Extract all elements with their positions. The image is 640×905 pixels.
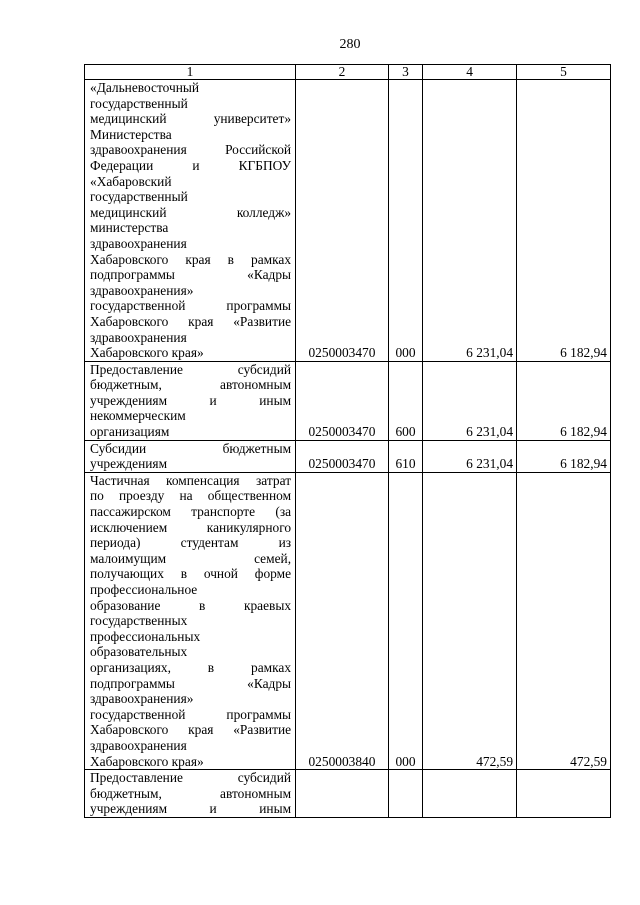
description-line: «Дальневосточный bbox=[90, 80, 200, 95]
row-expense-type: 610 bbox=[388, 440, 422, 472]
row-expense-type: 000 bbox=[388, 472, 422, 769]
description-line: малоимущим семей, bbox=[90, 550, 292, 566]
description-line: государственной программы bbox=[90, 298, 292, 314]
row-value-col4: 6 231,04 bbox=[423, 80, 517, 362]
description-line: здравоохранения bbox=[90, 329, 187, 345]
row-description bbox=[85, 440, 296, 472]
description-line: Министерства bbox=[90, 126, 172, 142]
header-col-3: 3 bbox=[388, 65, 422, 80]
header-col-1: 1 bbox=[85, 65, 296, 80]
description-line: Частичная компенсация затрат bbox=[90, 472, 292, 488]
table-row bbox=[85, 361, 611, 440]
table-row bbox=[85, 440, 611, 472]
header-col-5: 5 bbox=[517, 65, 611, 80]
page-number: 280 bbox=[339, 37, 361, 52]
description-line: образование в краевых bbox=[90, 597, 292, 613]
row-value-col5: 6 182,94 bbox=[517, 440, 611, 472]
row-value-col5: 6 182,94 bbox=[517, 361, 611, 440]
description-line: Хабаровского края «Развитие bbox=[90, 313, 292, 329]
description-line: министерства bbox=[90, 220, 169, 236]
description-line: Хабаровского края в рамках bbox=[90, 251, 292, 267]
row-description bbox=[85, 80, 296, 362]
description-line: исключением каникулярного bbox=[90, 519, 292, 535]
description-line: государственный bbox=[90, 189, 188, 205]
row-value-col5: 472,59 bbox=[517, 472, 611, 769]
description-line: государственных bbox=[90, 613, 188, 629]
description-line: периода) студентам из bbox=[90, 535, 292, 551]
row-expense-type: 000 bbox=[388, 80, 422, 362]
row-expense-type bbox=[388, 770, 422, 818]
description-line: Федерации и КГБПОУ bbox=[90, 157, 292, 173]
row-value-col4: 6 231,04 bbox=[423, 361, 517, 440]
row-description bbox=[85, 361, 296, 440]
description-line: медицинский колледж» bbox=[90, 204, 292, 220]
row-description bbox=[85, 770, 296, 818]
row-expense-type: 600 bbox=[388, 361, 422, 440]
description-line: Предоставление субсидий bbox=[90, 770, 292, 786]
description-line: Хабаровского края» bbox=[90, 753, 204, 769]
row-value-col4: 6 231,04 bbox=[423, 440, 517, 472]
description-line: получающих в очной форме bbox=[90, 566, 292, 582]
description-line: некоммерческим bbox=[90, 408, 186, 424]
header-col-2: 2 bbox=[296, 65, 389, 80]
description-line: подпрограммы «Кадры bbox=[90, 267, 292, 283]
description-line: учреждениям bbox=[90, 456, 168, 472]
row-code bbox=[296, 770, 389, 818]
budget-table bbox=[84, 64, 611, 818]
row-code: 0250003470 bbox=[296, 440, 389, 472]
description-line: бюджетным, автономным bbox=[90, 785, 292, 801]
table-row bbox=[85, 770, 611, 818]
description-line: здравоохранения» bbox=[90, 691, 194, 707]
description-line: здравоохранения Российской bbox=[90, 142, 292, 158]
description-line: Хабаровского края «Развитие bbox=[90, 722, 292, 738]
description-line: государственный bbox=[90, 95, 188, 111]
description-line: учреждениям и иным bbox=[90, 392, 292, 408]
description-line: бюджетным, автономным bbox=[90, 377, 292, 393]
description-line: профессиональное bbox=[90, 582, 198, 597]
row-code: 0250003840 bbox=[296, 472, 389, 769]
row-value-col4 bbox=[423, 770, 517, 818]
description-line: учреждениям и иным bbox=[90, 801, 292, 817]
description-line: профессиональных bbox=[90, 628, 201, 644]
row-code: 0250003470 bbox=[296, 80, 389, 362]
header-row bbox=[85, 65, 611, 80]
description-line: Предоставление субсидий bbox=[90, 361, 292, 377]
row-value-col5 bbox=[517, 770, 611, 818]
row-value-col4: 472,59 bbox=[423, 472, 517, 769]
table-row bbox=[85, 80, 611, 362]
description-line: по проезду на общественном bbox=[90, 488, 292, 504]
row-code: 0250003470 bbox=[296, 361, 389, 440]
table-row bbox=[85, 472, 611, 769]
description-line: «Хабаровский bbox=[90, 173, 172, 189]
description-line: пассажирском транспорте (за bbox=[90, 504, 292, 520]
description-line: организациях, в рамках bbox=[90, 659, 292, 675]
description-line: Субсидии бюджетным bbox=[90, 440, 292, 456]
description-line: медицинский университет» bbox=[90, 111, 292, 127]
row-value-col5: 6 182,94 bbox=[517, 80, 611, 362]
description-line: организациям bbox=[90, 424, 170, 440]
description-line: здравоохранения bbox=[90, 235, 187, 251]
description-line: образовательных bbox=[90, 644, 188, 660]
header-col-4: 4 bbox=[423, 65, 517, 80]
description-line: Хабаровского края» bbox=[90, 345, 204, 361]
description-line: подпрограммы «Кадры bbox=[90, 675, 292, 691]
description-line: государственной программы bbox=[90, 706, 292, 722]
row-description bbox=[85, 472, 296, 769]
description-line: здравоохранения» bbox=[90, 282, 194, 298]
description-line: здравоохранения bbox=[90, 737, 187, 753]
